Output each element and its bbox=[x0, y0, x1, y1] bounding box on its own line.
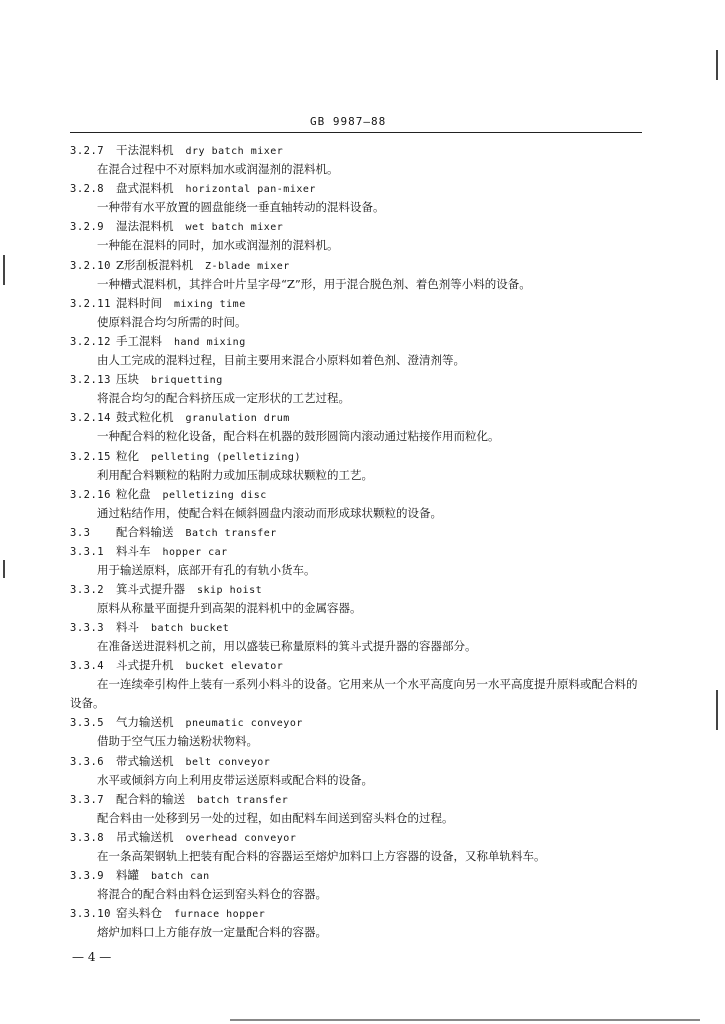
term-english: horizontal pan-mixer bbox=[185, 184, 316, 196]
term-number: 3.3.7 bbox=[70, 793, 105, 806]
term-english: dry batch mixer bbox=[185, 146, 284, 157]
term-definition: 一种配合料的粒化设备，配合料在机器的鼓形圆筒内滚动通过粘接作用而粒化。 bbox=[97, 429, 500, 444]
scan-mark-left-1 bbox=[3, 255, 5, 285]
term-number: 3.3 bbox=[70, 526, 91, 539]
term-entry bbox=[0, 828, 725, 866]
term-chinese: 带式输送机 bbox=[116, 753, 174, 768]
term-chinese: 料罐 bbox=[116, 868, 139, 883]
term-number: 3.3.8 bbox=[70, 832, 105, 844]
term-entry bbox=[0, 580, 725, 618]
term-number: 3.2.15 bbox=[70, 450, 111, 463]
term-chinese: 斗式提升机 bbox=[116, 658, 174, 673]
term-chinese: 湿法混料机 bbox=[116, 219, 174, 234]
term-number: 3.2.7 bbox=[70, 145, 105, 157]
term-chinese: 压块 bbox=[116, 372, 139, 387]
term-number: 3.2.11 bbox=[70, 297, 111, 310]
term-english: overhead conveyor bbox=[185, 833, 297, 844]
term-heading bbox=[70, 790, 288, 809]
term-definition: 借助于空气压力输送粉状物料。 bbox=[97, 734, 258, 749]
term-chinese: 混料时间 bbox=[116, 295, 162, 310]
term-heading bbox=[70, 332, 246, 351]
term-number: 3.3.4 bbox=[70, 660, 105, 673]
term-entry bbox=[0, 542, 725, 580]
term-number: 3.2.14 bbox=[70, 412, 111, 425]
term-english: furnace hopper bbox=[174, 909, 266, 921]
term-number: 3.3.1 bbox=[70, 545, 105, 558]
term-heading bbox=[70, 618, 229, 637]
term-heading bbox=[70, 866, 210, 885]
term-entry bbox=[0, 790, 725, 828]
term-english: pelleting (pelletizing) bbox=[151, 451, 301, 463]
term-number: 3.3.3 bbox=[70, 622, 105, 635]
term-number: 3.2.12 bbox=[70, 335, 111, 348]
term-number: 3.3.6 bbox=[70, 755, 105, 768]
term-heading bbox=[70, 179, 316, 198]
term-number: 3.3.5 bbox=[70, 717, 105, 730]
scan-mark-right-2 bbox=[716, 690, 718, 730]
term-chinese: 料斗车 bbox=[116, 543, 151, 558]
term-definition: 配合料由一处移到另一处的过程，如由配料车间送到窑头料仓的过程。 bbox=[97, 810, 454, 825]
term-chinese: 干法混料机 bbox=[116, 143, 174, 157]
term-entry bbox=[0, 866, 725, 904]
term-entry bbox=[0, 656, 725, 713]
term-chinese: 吊式输送机 bbox=[116, 830, 174, 844]
term-heading bbox=[70, 580, 262, 599]
term-heading bbox=[70, 828, 296, 847]
term-english: batch can bbox=[151, 871, 210, 883]
term-chinese: Z形刮板混料机 bbox=[116, 257, 193, 272]
term-entry bbox=[0, 179, 725, 217]
standard-code-header: GB 9987—88 bbox=[310, 115, 387, 128]
term-number: 3.3.2 bbox=[70, 584, 105, 597]
term-english: wet batch mixer bbox=[185, 222, 284, 234]
term-definition: 在一条高架钢轨上把装有配合料的容器运至熔炉加料口上方容器的设备，又称单轨料车。 bbox=[97, 849, 546, 863]
term-chinese: 箕斗式提升器 bbox=[116, 582, 185, 597]
term-chinese: 粒化盘 bbox=[116, 486, 151, 501]
term-definition: 通过粘结作用，使配合料在倾斜圆盘内滚动而形成球状颗粒的设备。 bbox=[97, 505, 442, 520]
term-heading bbox=[70, 752, 270, 771]
term-heading bbox=[70, 904, 265, 923]
term-chinese: 盘式混料机 bbox=[116, 181, 174, 196]
term-chinese: 料斗 bbox=[116, 620, 139, 635]
term-chinese: 窑头料仓 bbox=[116, 906, 162, 921]
term-list bbox=[0, 141, 725, 943]
term-definition: 一种槽式混料机，其拌合叶片呈字母“Z”形，用于混合脱色剂、着色剂等小料的设备。 bbox=[97, 276, 531, 291]
term-heading bbox=[70, 217, 283, 236]
term-number: 3.2.8 bbox=[70, 183, 105, 196]
term-english: skip hoist bbox=[197, 585, 263, 597]
term-english: Batch transfer bbox=[185, 527, 277, 539]
term-heading bbox=[70, 713, 303, 732]
term-definition: 一种带有水平放置的圆盘能绕一垂直轴转动的混料设备。 bbox=[97, 200, 385, 215]
term-definition: 在一连续牵引构件上装有一系列小料斗的设备。它用来从一个水平高度向另一水平高度提升原料或配合料的设备。 bbox=[70, 677, 638, 711]
term-entry bbox=[0, 485, 725, 523]
term-english: Z-blade mixer bbox=[205, 260, 290, 272]
term-heading bbox=[70, 447, 301, 466]
term-heading bbox=[70, 485, 267, 504]
term-number: 3.3.10 bbox=[70, 908, 111, 921]
term-number: 3.3.9 bbox=[70, 870, 105, 883]
scan-mark-bottom bbox=[230, 1019, 700, 1021]
term-english: mixing time bbox=[174, 298, 246, 310]
term-heading bbox=[70, 408, 290, 427]
term-english: batch transfer bbox=[197, 794, 289, 806]
term-heading bbox=[70, 294, 246, 313]
term-english: batch bucket bbox=[151, 623, 230, 635]
term-english: pelletizing disc bbox=[162, 489, 267, 501]
term-definition: 一种能在混料的同时，加水或润湿剂的混料机。 bbox=[97, 238, 339, 253]
term-entry bbox=[0, 217, 725, 255]
term-definition: 水平或倾斜方向上利用皮带运送原料或配合料的设备。 bbox=[97, 772, 373, 787]
term-chinese: 鼓式粒化机 bbox=[116, 410, 174, 425]
term-heading bbox=[70, 542, 228, 561]
term-english: belt conveyor bbox=[185, 756, 271, 768]
term-chinese: 粒化 bbox=[116, 448, 139, 463]
term-definition: 使原料混合均匀所需的时间。 bbox=[97, 314, 247, 329]
term-entry bbox=[0, 294, 725, 332]
term-entry bbox=[0, 141, 725, 179]
term-definition: 由人工完成的混料过程，目前主要用来混合小原料如着色剂、澄清剂等。 bbox=[97, 352, 465, 367]
term-heading bbox=[70, 523, 277, 542]
term-english: briquetting bbox=[151, 375, 223, 387]
term-english: bucket elevator bbox=[185, 661, 284, 673]
scan-mark-left-2 bbox=[3, 560, 5, 578]
term-heading bbox=[70, 141, 283, 160]
term-heading bbox=[70, 656, 283, 675]
term-entry bbox=[0, 618, 725, 656]
term-heading bbox=[70, 256, 290, 275]
term-entry bbox=[0, 256, 725, 294]
term-english: hopper car bbox=[162, 546, 228, 558]
term-chinese: 手工混料 bbox=[116, 333, 162, 348]
term-definition: 用于输送原料，底部开有孔的有轨小货车。 bbox=[97, 562, 316, 577]
term-definition: 熔炉加料口上方能存放一定量配合料的容器。 bbox=[97, 925, 327, 940]
term-chinese: 配合料输送 bbox=[116, 524, 174, 539]
term-entry bbox=[0, 752, 725, 790]
term-english: hand mixing bbox=[174, 336, 246, 348]
term-definition: 利用配合料颗粒的粘附力或加压制成球状颗粒的工艺。 bbox=[97, 467, 373, 482]
scan-mark-right-1 bbox=[716, 50, 718, 80]
header-rule bbox=[70, 132, 642, 133]
term-entry bbox=[0, 447, 725, 485]
term-entry bbox=[0, 370, 725, 408]
term-english: granulation drum bbox=[185, 413, 290, 425]
term-definition: 在准备送进混料机之前，用以盛装已称量原料的箕斗式提升器的容器部分。 bbox=[97, 639, 477, 654]
term-number: 3.2.10 bbox=[70, 259, 111, 272]
term-number: 3.2.16 bbox=[70, 488, 111, 501]
term-entry bbox=[0, 332, 725, 370]
term-entry bbox=[0, 408, 725, 446]
term-definition: 原料从称量平面提升到高架的混料机中的金属容器。 bbox=[97, 601, 362, 616]
term-entry bbox=[0, 904, 725, 942]
term-number: 3.2.13 bbox=[70, 374, 111, 387]
term-number: 3.2.9 bbox=[70, 221, 105, 234]
term-definition: 将混合的配合料由料仓运到窑头料仓的容器。 bbox=[97, 887, 327, 902]
term-chinese: 配合料的输送 bbox=[116, 791, 185, 806]
term-entry bbox=[0, 713, 725, 751]
term-definition: 将混合均匀的配合料挤压成一定形状的工艺过程。 bbox=[97, 391, 350, 406]
term-english: pneumatic conveyor bbox=[185, 718, 303, 730]
term-heading bbox=[70, 370, 223, 389]
page-number: — 4 — bbox=[72, 950, 112, 964]
term-definition: 在混合过程中不对原料加水或润湿剂的混料机。 bbox=[97, 162, 339, 176]
term-entry bbox=[0, 523, 725, 542]
term-chinese: 气力输送机 bbox=[116, 715, 174, 730]
